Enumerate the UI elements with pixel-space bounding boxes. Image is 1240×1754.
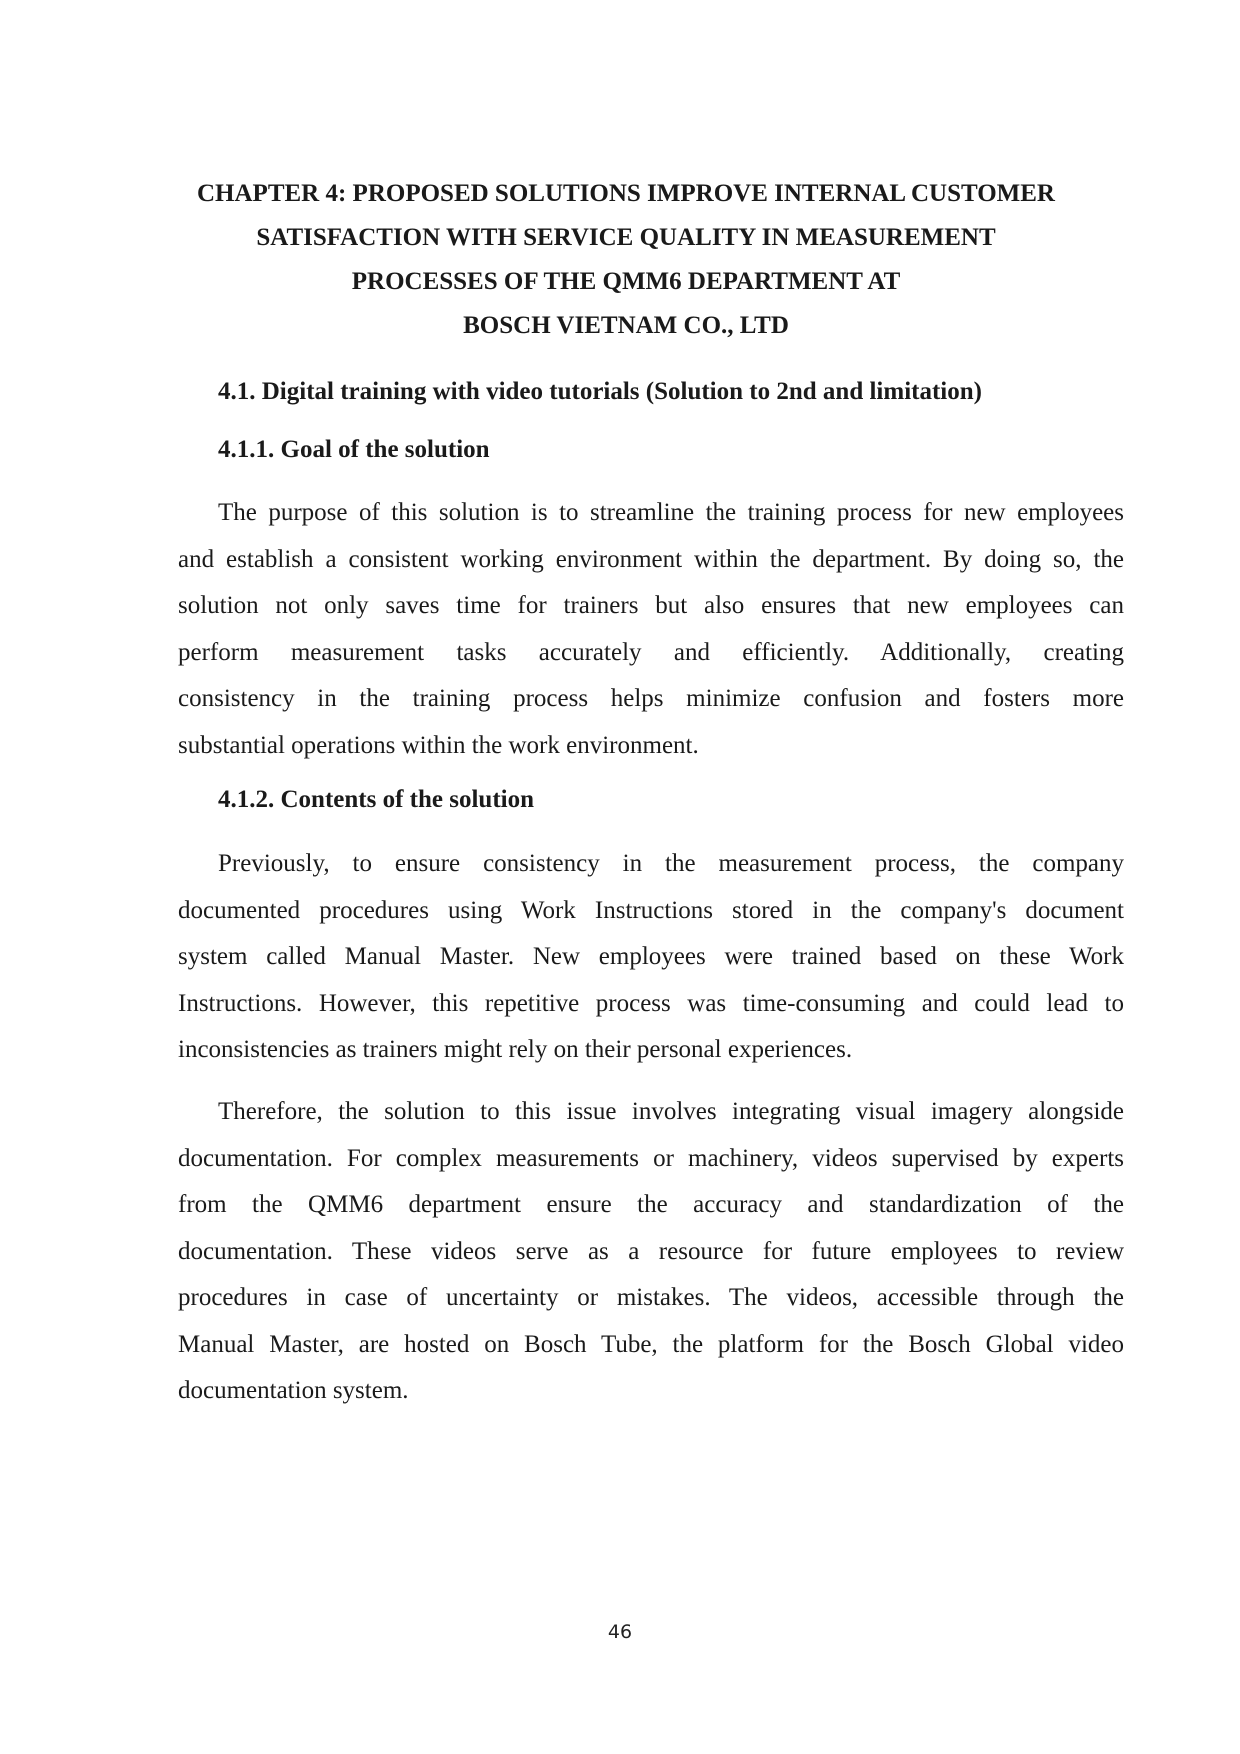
page-number: 46 [607, 1621, 633, 1643]
chapter-title-line: BOSCH VIETNAM CO., LTD [463, 312, 789, 339]
chapter-title-line: PROCESSES OF THE QMM6 DEPARTMENT AT [351, 268, 901, 295]
paragraph-line: documentation. These videos serve as a resource for future employees to review [178, 1237, 1124, 1265]
paragraph-line: perform measurement tasks accurately and efficiently. Additionally, creating [178, 638, 1124, 666]
chapter-title-line: SATISFACTION WITH SERVICE QUALITY IN MEASUREMENT [256, 224, 996, 251]
paragraph-line: documentation system. [178, 1377, 409, 1404]
paragraph-line: The purpose of this solution is to streamline the training process for new employees [218, 499, 1124, 526]
goal-paragraph [178, 490, 1124, 769]
subsection-heading-goal: 4.1.1. Goal of the solution [218, 436, 490, 463]
contents-paragraph-2 [178, 1089, 1124, 1415]
paragraph-line: from the QMM6 department ensure the accuracy and standardization of the [178, 1191, 1124, 1218]
paragraph-line: Manual Master, are hosted on Bosch Tube, the platform for the Bosch Global video [178, 1330, 1124, 1358]
paragraph-line: procedures in case of uncertainty or mistakes. The videos, accessible through the [178, 1284, 1124, 1311]
subsection-heading-contents: 4.1.2. Contents of the solution [218, 786, 534, 813]
paragraph-line: documented procedures using Work Instructions stored in the company's document [178, 896, 1124, 924]
paragraph-line: solution not only saves time for trainers but also ensures that new employees can [178, 592, 1124, 619]
paragraph-line: substantial operations within the work environment. [178, 731, 699, 759]
chapter-title-line: CHAPTER 4: PROPOSED SOLUTIONS IMPROVE INTERNAL CUSTOMER [197, 180, 1055, 207]
paragraph-line: inconsistencies as trainers might rely on their personal experiences. [178, 1036, 853, 1063]
section-heading: 4.1. Digital training with video tutorials (Solution to 2nd and limitation) [218, 378, 982, 405]
paragraph-line: Previously, to ensure consistency in the measurement process, the company [218, 850, 1124, 877]
paragraph-line: documentation. For complex measurements or machinery, videos supervised by experts [178, 1144, 1124, 1172]
chapter-title [150, 172, 1102, 348]
contents-paragraph-1 [178, 841, 1124, 1074]
paragraph-line: and establish a consistent working environment within the department. By doing so, the [178, 545, 1124, 573]
paragraph-line: consistency in the training process helps minimize confusion and fosters more [178, 685, 1124, 712]
paragraph-line: Therefore, the solution to this issue involves integrating visual imagery alongside [218, 1098, 1124, 1125]
paragraph-line: Instructions. However, this repetitive process was time-consuming and could lead to [178, 989, 1124, 1017]
paragraph-line: system called Manual Master. New employees were trained based on these Work [178, 943, 1124, 970]
